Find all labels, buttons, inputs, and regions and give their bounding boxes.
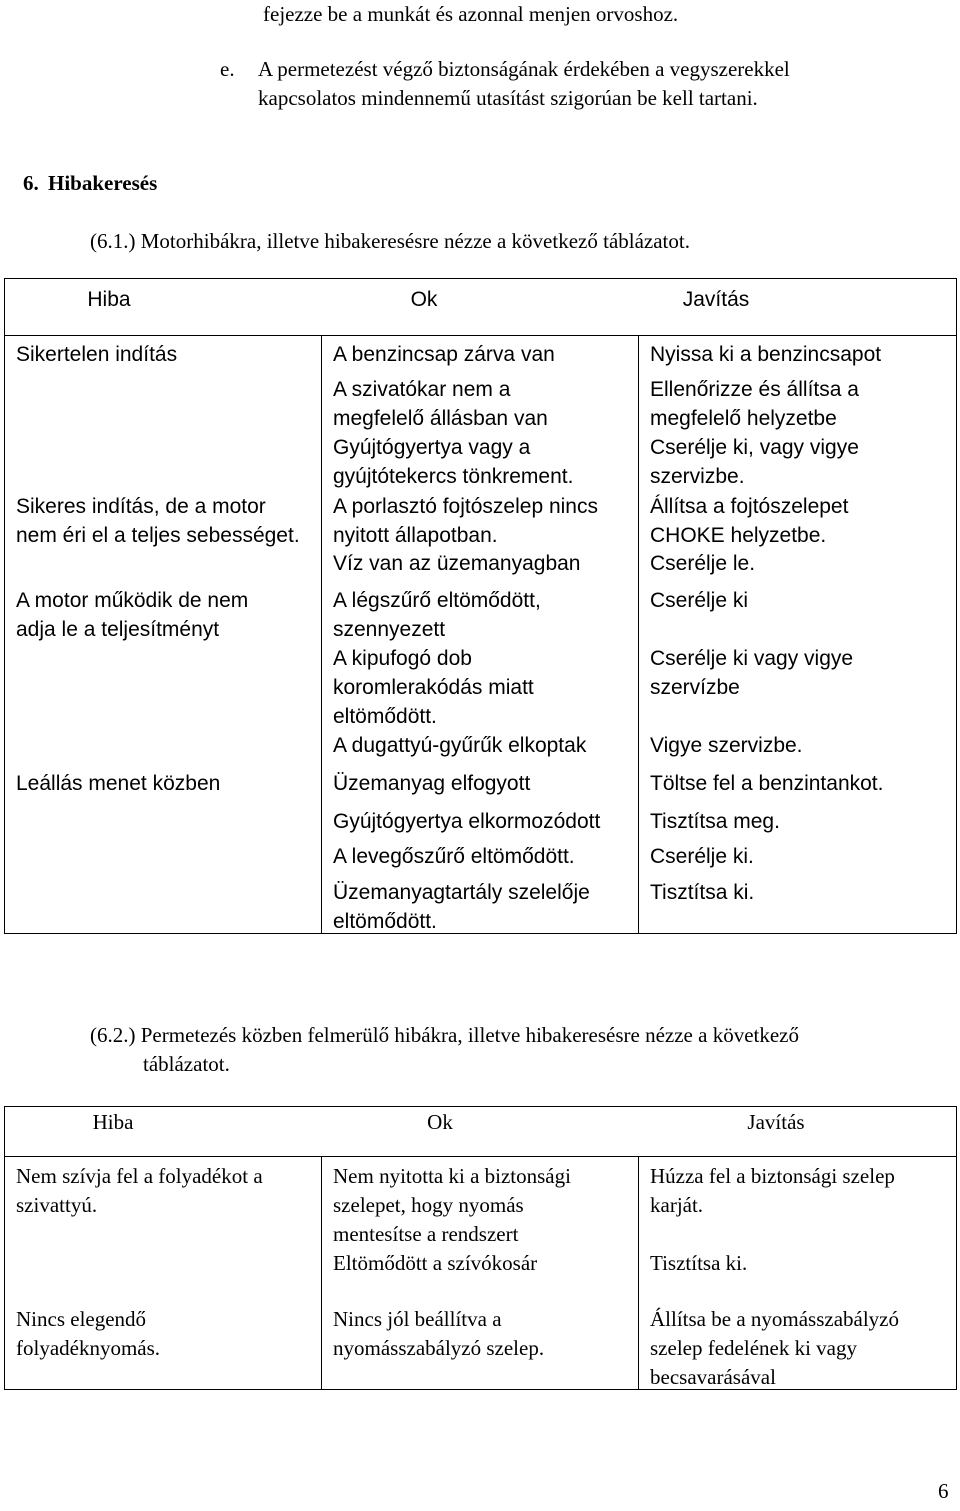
- fault-cell: Nincs elegendő folyadéknyomás.: [16, 1307, 161, 1360]
- header-hiba: Hiba: [92, 1110, 134, 1134]
- cause-cell: A benzincsap zárva van: [333, 343, 555, 366]
- fix-cell: Cserélje ki.: [650, 845, 754, 868]
- fix-cell: Cserélje ki: [650, 589, 749, 612]
- fix-cell: Vigye szervizbe.: [650, 734, 803, 757]
- subsection-intro: (6.2.) Permetezés közben felmerülő hibákra, illetve hibakeresésre nézze a következő: [90, 1023, 799, 1047]
- section-number: 6.: [23, 171, 39, 195]
- list-item-text: A permetezést végző biztonságának érdekében a vegyszerekkel: [258, 57, 790, 81]
- fault-cell: A motor működik de nem adja le a teljesítményt: [16, 589, 249, 641]
- subsection-intro: (6.1.) Motorhibákra, illetve hibakeresésre nézze a következő táblázatot.: [90, 229, 690, 253]
- intro-line: fejezze be a munkát és azonnal menjen orvoshoz.: [263, 2, 679, 26]
- cause-cell: A kipufogó dob koromlerakódás miatt eltömődött.: [333, 647, 534, 728]
- cause-cell: A szivatókar nem a megfelelő állásban van: [333, 378, 548, 430]
- fix-cell: Cserélje ki vagy vigye szervízbe: [650, 647, 854, 699]
- fault-cell: Sikeres indítás, de a motor nem éri el a teljes sebességet.: [16, 495, 300, 547]
- list-item-text: kapcsolatos mindennemű utasítást szigorúan be kell tartani.: [258, 86, 758, 110]
- fault-cell: Nem szívja fel a folyadékot a szivattyú.: [16, 1164, 263, 1217]
- fix-cell: Állítsa be a nyomásszabályzó szelep fedelének ki vagy becsavarásával: [650, 1307, 900, 1389]
- cause-cell: Eltömődött a szívókosár: [333, 1251, 538, 1275]
- header-javitas: Javítás: [747, 1110, 805, 1134]
- fault-cell: Sikertelen indítás: [16, 343, 178, 366]
- page-number: 6: [938, 1479, 949, 1503]
- cause-cell: Nincs jól beállítva a nyomásszabályzó szelep.: [333, 1307, 545, 1360]
- fix-cell: Cserélje le.: [650, 552, 756, 575]
- fault-cell: Leállás menet közben: [16, 772, 221, 795]
- cause-cell: A levegőszűrő eltömődött.: [333, 845, 575, 868]
- header-hiba: Hiba: [87, 288, 131, 311]
- fix-cell: Ellenőrizze és állítsa a megfelelő helyzetbe: [650, 378, 859, 430]
- cause-cell: Gyújtógyertya elkormozódott: [333, 810, 601, 833]
- cause-cell: A dugattyú-gyűrűk elkoptak: [333, 734, 587, 757]
- header-javitas: Javítás: [682, 288, 750, 311]
- fix-cell: Tisztítsa ki.: [650, 881, 755, 904]
- cause-cell: Nem nyitotta ki a biztonsági szelepet, hogy nyomás mentesítse a rendszert: [333, 1164, 571, 1246]
- list-marker: e.: [220, 57, 235, 81]
- fix-cell: Tisztítsa ki.: [650, 1251, 748, 1275]
- cause-cell: A porlasztó fojtószelep nincs nyitott állapotban.: [333, 495, 598, 547]
- cause-cell: A légszűrő eltömődött, szennyezett: [333, 589, 541, 641]
- cause-cell: Gyújtógyertya vagy a gyújtótekercs tönkrement.: [333, 436, 574, 488]
- fix-cell: Nyissa ki a benzincsapot: [650, 343, 882, 366]
- header-ok: Ok: [410, 288, 438, 311]
- cause-cell: Üzemanyag elfogyott: [333, 772, 531, 795]
- subsection-intro-cont: táblázatot.: [143, 1052, 230, 1076]
- header-ok: Ok: [427, 1110, 453, 1134]
- fix-cell: Töltse fel a benzintankot.: [650, 772, 884, 795]
- fix-cell: Tisztítsa meg.: [650, 810, 780, 833]
- fix-cell: Húzza fel a biztonsági szelep karját.: [650, 1164, 895, 1217]
- fix-cell: Cserélje ki, vagy vigye szervizbe.: [650, 436, 859, 488]
- fix-cell: Állítsa a fojtószelepet CHOKE helyzetbe.: [650, 495, 849, 547]
- cause-cell: Üzemanyagtartály szelelője eltömődött.: [333, 881, 590, 933]
- cause-cell: Víz van az üzemanyagban: [333, 552, 581, 575]
- section-title: Hibakeresés: [48, 171, 158, 195]
